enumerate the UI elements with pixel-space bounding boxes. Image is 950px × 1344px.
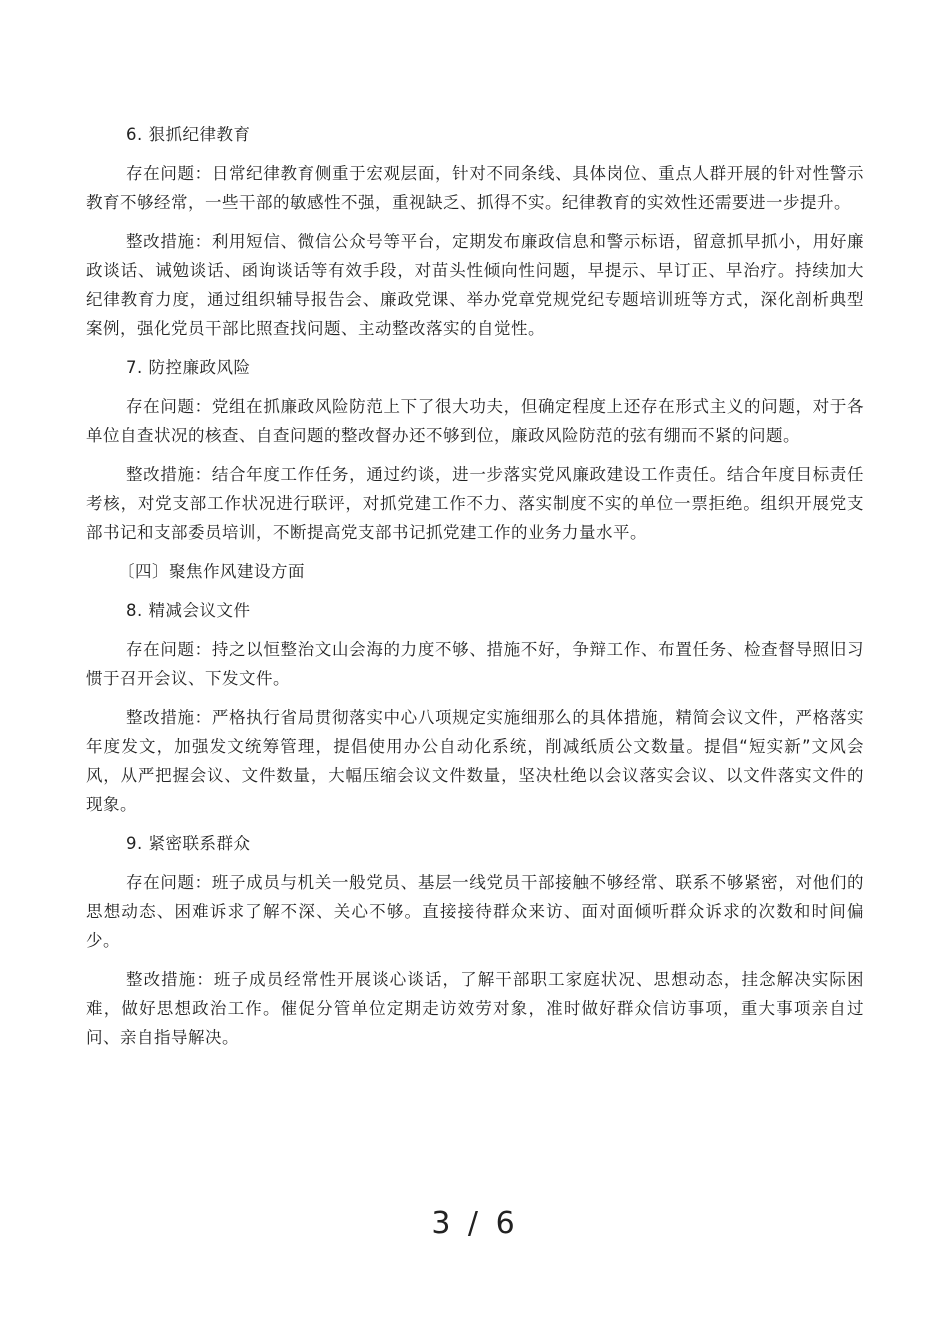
heading-contact-masses: 9. 紧密联系群众: [126, 834, 251, 853]
problem-paragraph: 存在问题：班子成员与机关一般党员、基层一线党员干部接触不够经常、联系不够紧密，对他们的思想动态、困难诉求了解不深、关心不够。直接接待群众来访、面对面倾听群众诉求的次数和时间偏少。: [86, 873, 864, 950]
heading-integrity-risk: 7. 防控廉政风险: [126, 358, 251, 377]
measure-paragraph: 整改措施：严格执行省局贯彻落实中心八项规定实施细那么的具体措施，精简会议文件，严格落实年度发文，加强发文统筹管理，提倡使用办公自动化系统，削减纸质公文数量。提倡“短实新”文风会风，从严把握会议、文件数量，大幅压缩会议文件数量，坚决杜绝以会议落实会议、以文件落实文件的现象。: [86, 708, 864, 814]
heading-reduce-meetings: 8. 精减会议文件: [126, 601, 251, 620]
document-body: [86, 120, 864, 1062]
section-heading-work-style: 〔四〕聚焦作风建设方面: [118, 562, 305, 581]
problem-paragraph: 存在问题：党组在抓廉政风险防范上下了很大功夫，但确定程度上还存在形式主义的问题，对于各单位自查状况的核查、自查问题的整改督办还不够到位，廉政风险防范的弦有绷而不紧的问题。: [86, 397, 864, 445]
measure-paragraph: 整改措施：班子成员经常性开展谈心谈话，了解干部职工家庭状况、思想动态，挂念解决实际困难，做好思想政治工作。催促分管单位定期走访效劳对象，准时做好群众信访事项，重大事项亲自过问、亲自指导解决。: [86, 970, 864, 1047]
measure-paragraph: 整改措施：利用短信、微信公众号等平台，定期发布廉政信息和警示标语，留意抓早抓小，用好廉政谈话、诫勉谈话、函询谈话等有效手段，对苗头性倾向性问题，早提示、早订正、早治疗。持续加大纪律教育力度，通过组织辅导报告会、廉政党课、举办党章党规党纪专题培训班等方式，深化剖析典型案例，强化党员干部比照查找问题、主动整改落实的自觉性。: [86, 232, 864, 338]
problem-paragraph: 存在问题：持之以恒整治文山会海的力度不够、措施不好，争辩工作、布置任务、检查督导照旧习惯于召开会议、下发文件。: [86, 640, 864, 688]
measure-paragraph: 整改措施：结合年度工作任务，通过约谈，进一步落实党风廉政建设工作责任。结合年度目标责任考核，对党支部工作状况进行联评，对抓党建工作不力、落实制度不实的单位一票拒绝。组织开展党支部书记和支部委员培训，不断提高党支部书记抓党建工作的业务力量水平。: [86, 465, 864, 542]
problem-paragraph: 存在问题：日常纪律教育侧重于宏观层面，针对不同条线、具体岗位、重点人群开展的针对性警示教育不够经常，一些干部的敏感性不强，重视缺乏、抓得不实。纪律教育的实效性还需要进一步提升。: [86, 164, 864, 212]
heading-discipline-education: 6. 狠抓纪律教育: [126, 125, 251, 144]
page-number: 3 / 6: [431, 1206, 519, 1241]
